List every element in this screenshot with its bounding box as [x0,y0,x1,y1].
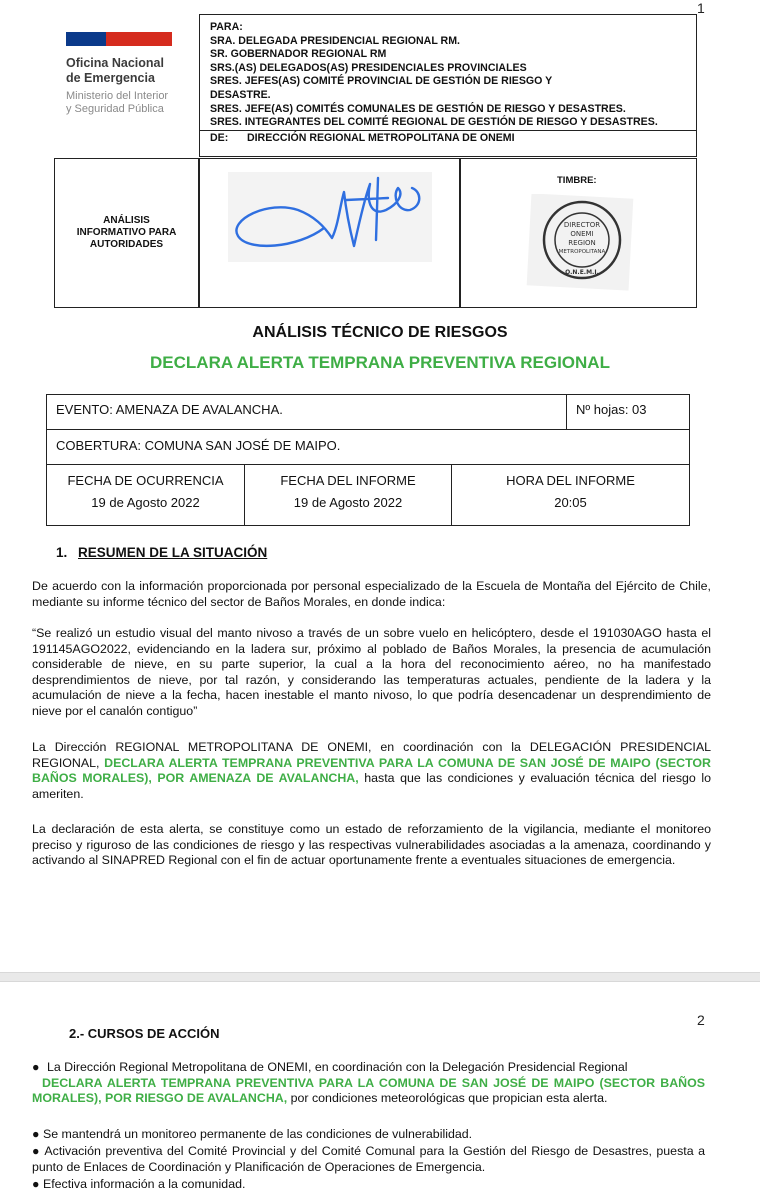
stamp-line4: METROPOLITANA [558,249,606,255]
section1-p3-start: La Dirección REGIONAL METROPOLITANA DE ONEMI, en coordinación con la DELEGACIÓN PRESIDENCIAL REGIONAL, [32,740,711,770]
action-bullet-2 [32,1127,705,1143]
logo-red-block [106,32,172,46]
logo-ministry-line2: y Seguridad Pública [66,103,164,115]
analysis-line3: AUTORIDADES [89,239,164,250]
recipient-line: SRA. DELEGADA PRESIDENCIAL REGIONAL RM. [210,34,460,47]
action-bullet-1-declaration: DECLARA ALERTA TEMPRANA PREVENTIVA PARA LA COMUNA DE SAN JOSÉ DE MAIPO (SECTOR BAÑOS MORALES), POR RIESGO DE AVALANCHA, [32,1075,705,1106]
hora-informe-label: HORA DEL INFORME [506,473,635,488]
fecha-ocurrencia-value: 19 de Agosto 2022 [91,495,200,510]
stamp-line1: DIRECTOR [563,221,601,229]
page-subtitle: DECLARA ALERTA TEMPRANA PREVENTIVA REGIONAL [150,353,610,372]
cobertura-text: COBERTURA: COMUNA SAN JOSÉ DE MAIPO. [56,438,341,453]
action-bullet-3-text: Activación preventiva del Comité Provincial y del Comité Comunal para la Gestión del Riesgo de Desastres, puesta a punto de Enlaces de Coordinación y Planificación de Operaciones de Emergencia. [32,1144,705,1174]
fecha-informe-label: FECHA DEL INFORME [280,473,416,488]
stamp-bottom: O.N.E.M.I. [565,269,599,276]
logo-blue-block [66,32,106,46]
action-bullet-2-text: Se mantendrá un monitoreo permanente de las condiciones de vulnerabilidad. [42,1127,473,1141]
official-stamp [525,194,635,292]
action-bullet-4 [32,1177,705,1193]
hojas-text: Nº hojas: 03 [576,402,647,417]
action-bullet-1-end: por condiciones meteorológicas que propician esta alerta. [287,1091,608,1106]
section1-paragraph-3 [32,740,711,802]
section1-heading: RESUMEN DE LA SITUACIÓN [78,545,268,560]
de-label: DE: [210,131,229,144]
bullet-symbol: ● [32,1060,40,1074]
recipient-line: SR. GOBERNADOR REGIONAL RM [210,48,387,61]
analysis-line2: INFORMATIVO PARA [76,227,177,238]
de-row [200,130,696,146]
signature-background [228,172,432,262]
section2-heading: 2.- CURSOS DE ACCIÓN [69,1026,220,1041]
recipient-line: SRES. JEFE(AS) COMITÉS COMUNALES DE GESTIÓN DE RIESGO Y DESASTRES. [210,102,626,115]
para-label: PARA: [210,21,243,33]
recipient-line: SRES. INTEGRANTES DEL COMITÉ REGIONAL DE GESTIÓN DE RIESGO Y DESASTRES. [210,116,658,129]
bullet-symbol: ● [32,1127,40,1141]
section1-number: 1. [56,545,68,560]
section1-p3-end: hasta que las condiciones y evaluación técnica del riesgo lo ameriten. [32,771,711,801]
evento-text: EVENTO: AMENAZA DE AVALANCHA. [56,402,283,417]
action-bullet-1 [32,1060,705,1107]
page-number: 1 [697,0,705,16]
stamp-line3: REGION [568,239,596,247]
section1-quote: “Se realizó un estudio visual del manto nivoso a través de un sobre vuelo en helicóptero, desde el 191030AGO hasta el 191145AGO2022, evidenciando en la ladera sur, próximo al poblado de Baños Morales, la presencia de acumulación considerable de nieve, en su parte superior, la cual a la hora del reconocimiento aéreo, no ha manifestado desprendimientos de nieve, por tal razón, y considerando las temperaturas actuales, pendiente de la ladera y la acumulación de nieve a la fecha, hacen inestable el manto nivoso, lo que podría desencadenar un desprendimiento de nieve por el canalón contiguo” [32,626,711,718]
fecha-ocurrencia-label: FECHA DE OCURRENCIA [67,473,224,488]
de-value: DIRECCIÓN REGIONAL METROPOLITANA DE ONEMI [246,131,515,144]
action-bullet-1-start: La Dirección Regional Metropolitana de ONEMI, en coordinación con la Delegación Presidencial Regional [46,1060,628,1074]
logo-org-line1: Oficina Nacional [66,56,164,70]
section1-p3-declaration: DECLARA ALERTA TEMPRANA PREVENTIVA PARA LA COMUNA DE SAN JOSÉ DE MAIPO (SECTOR BAÑOS MORALES), POR AMENAZA DE AVALANCHA, [32,755,711,786]
recipient-line: DESASTRE. [210,88,271,101]
section1-paragraph-4: La declaración de esta alerta, se constituye como un estado de reforzamiento de la vigilancia, mediante el monitoreo preciso y riguroso de las condiciones de riesgo y las respectivas vulnerabilidades asociadas a la amenaza, coordinando y activando al SINAPRED Regional con el fin de actuar oportunamente frente a eventuales situaciones de emergencia. [32,822,711,868]
signature [228,170,433,270]
timbre-label: TIMBRE: [557,175,597,186]
page-title: ANÁLISIS TÉCNICO DE RIESGOS [252,324,508,341]
stamp-line2: ONEMI [570,230,594,238]
fecha-informe-value: 19 de Agosto 2022 [293,495,403,510]
logo-org-line2: de Emergencia [66,71,155,85]
recipients-box [199,14,697,157]
recipient-line: SRS.(AS) DELEGADOS(AS) PRESIDENCIALES PROVINCIALES [210,61,527,74]
action-bullet-4-text: Efectiva información a la comunidad. [42,1177,246,1191]
logo-flag-bar [66,32,172,46]
action-bullet-3 [32,1144,705,1175]
bullet-symbol: ● [32,1177,40,1191]
page-separator [0,972,760,982]
section1-paragraph-1: De acuerdo con la información proporcionada por personal especializado de la Escuela de Montaña del Ejército de Chile, mediante su informe técnico del sector de Baños Morales, en donde indica: [32,579,711,609]
analysis-line1: ANÁLISIS [103,215,150,226]
recipient-line: SRES. JEFES(AS) COMITÉ PROVINCIAL DE GESTIÓN DE RIESGO Y [210,75,553,88]
logo-ministry-line1: Ministerio del Interior [66,90,169,102]
bullet-symbol: ● [32,1144,41,1158]
analysis-box [54,158,199,308]
page-number-2: 2 [697,1012,705,1028]
hora-informe-value: 20:05 [554,495,587,510]
